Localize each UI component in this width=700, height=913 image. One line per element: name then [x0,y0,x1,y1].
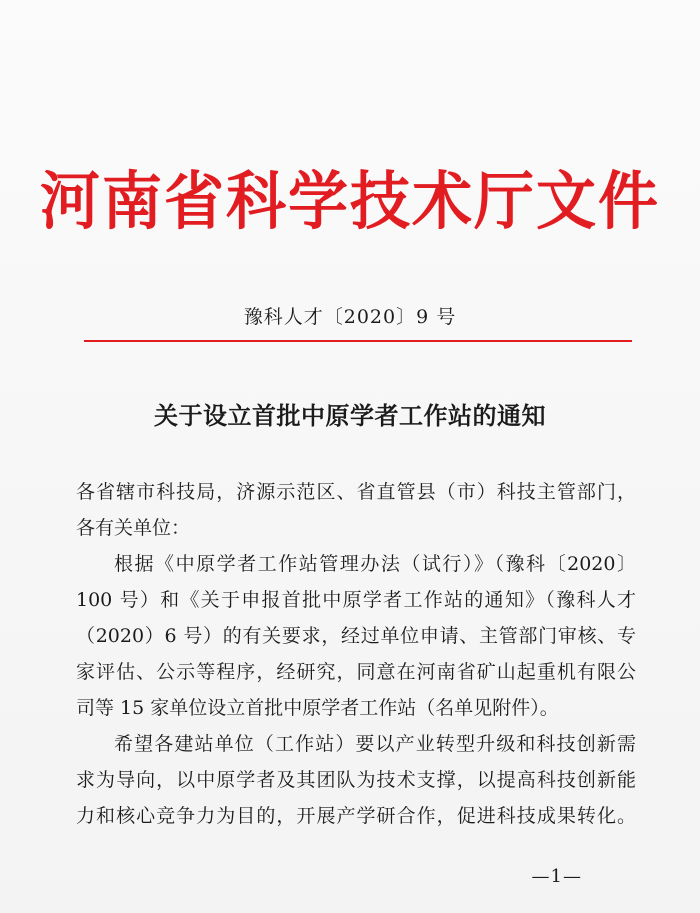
document-number: 豫科人才〔2020〕9 号 [243,306,457,328]
notice-title: 关于设立首批中原学者工作站的通知 [154,401,546,430]
page-number: —1— [531,866,582,887]
paragraph-line: 求为导向，以中原学者及其团队为技术支撑，以提高科技创新能 [76,769,636,791]
paragraph-line: 家评估、公示等程序，经研究，同意在河南省矿山起重机有限公 [76,661,636,683]
paragraph-line: 100 号）和《关于申报首批中原学者工作站的通知》（豫科人才 [76,589,636,611]
paragraph-line: 希望各建站单位（工作站）要以产业转型升级和科技创新需 [114,733,636,755]
paragraph-line: 司等 15 家单位设立首批中原学者工作站（名单见附件）。 [76,697,559,719]
salutation-line: 各省辖市科技局，济源示范区、省直管县（市）科技主管部门， [76,481,636,503]
salutation-line: 各有关单位： [76,517,191,539]
issuer-header-title: 河南省科学技术厅文件 [40,165,660,239]
paragraph-line: （2020）6 号）的有关要求，经过单位申请、主管部门审核、专 [76,625,636,647]
paragraph-line: 力和核心竞争力为目的，开展产学研合作，促进科技成果转化。 [76,805,636,827]
red-divider-line [84,340,632,342]
document-body [76,474,636,834]
paragraph-line: 根据《中原学者工作站管理办法（试行）》（豫科〔2020〕 [114,553,636,575]
